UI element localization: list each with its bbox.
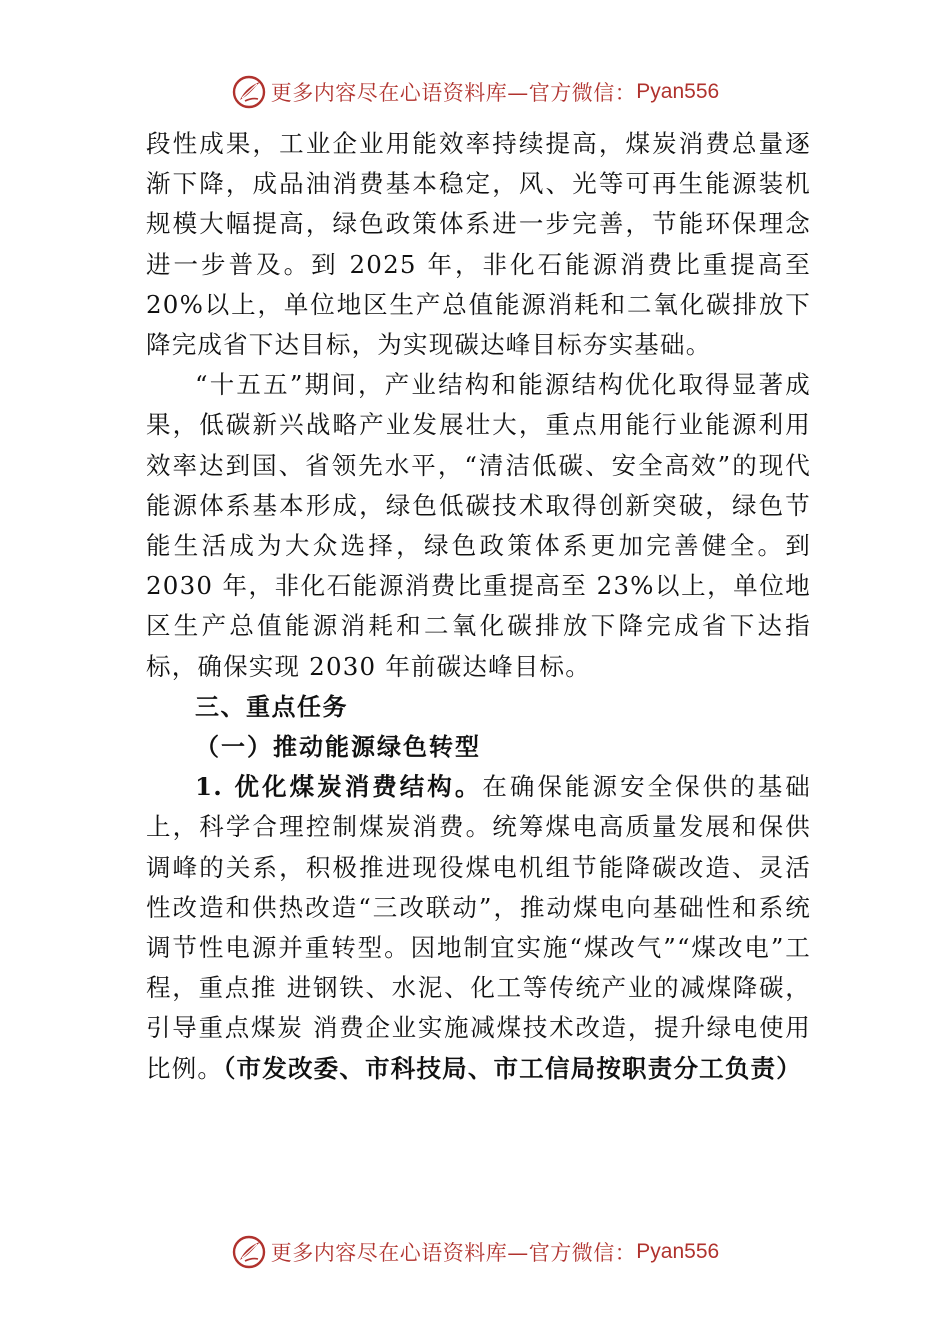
footer-watermark-banner (0, 1232, 950, 1272)
subsection-heading: （一）推动能源绿色转型 (195, 732, 481, 762)
banner-text: 更多内容尽在心语资料库—官方微信： (270, 1241, 637, 1265)
paragraph-continued: 段性成果，工业企业用能效率持续提高，煤炭消费总量逐渐下降，成品油消费基本稳定，风、光等可再生能源装机规模大幅提高，绿色政策体系进一步完善，节能环保理念进一步普及。到 2025 年，非化石能源消费比重提高至 20%以上，单位地区生产总值能源消耗和二氧化碳排放下降完成省下达目标，为实现碳达峰目标夯实基础。 (146, 129, 820, 360)
header-watermark-banner (0, 72, 950, 112)
paragraph-fifteenth-plan: “十五五”期间，产业结构和能源结构优化取得显著成果，低碳新兴战略产业发展壮大，重点用能行业能源利用效率达到国、省领先水平，“清洁低碳、安全高效”的现代能源体系基本形成，绿色低碳技术取得创新突破，绿色节能生活成为大众选择，绿色政策体系更加完善健全。到 2030 年，非化石能源消费比重提高至 23%以上，单位地区生产总值能源消耗和二氧化碳排放下降完成省下达指标，确保实现 2030 年前碳达峰目标。 (146, 370, 820, 681)
banner-wechat-id: Pyan556 (636, 1240, 720, 1263)
document-body (146, 124, 820, 1089)
feather-seal-icon (231, 1234, 267, 1270)
item-responsibility: （市发改委、市科技局、市工信局按职责分工负责） (223, 1053, 802, 1083)
banner-text: 更多内容尽在心语资料库—官方微信： (270, 81, 637, 105)
section-heading: 三、重点任务 (195, 692, 348, 721)
item-lead: 1. 优化煤炭消费结构。 (195, 772, 483, 802)
banner-wechat-id: Pyan556 (636, 80, 720, 103)
feather-seal-icon (231, 74, 267, 110)
paragraph-coal-consumption (146, 767, 811, 1089)
item-body: 在确保能源安全保供的基础上，科学合理控制煤炭消费。统筹煤电高质量发展和保供调峰的关系，积极推进现役煤电机组节能降碳改造、灵活性改造和供热改造“三改联动”，推动煤电向基础性和系统调节性电源并重转型。因地制宜实施“煤改气”“煤改电”工程，重点推 进钢铁、水泥、化工等传统产业的减煤降碳，引导重点煤炭 消费企业实施减煤技术改造，提升绿电使用比例。 (146, 772, 811, 1083)
